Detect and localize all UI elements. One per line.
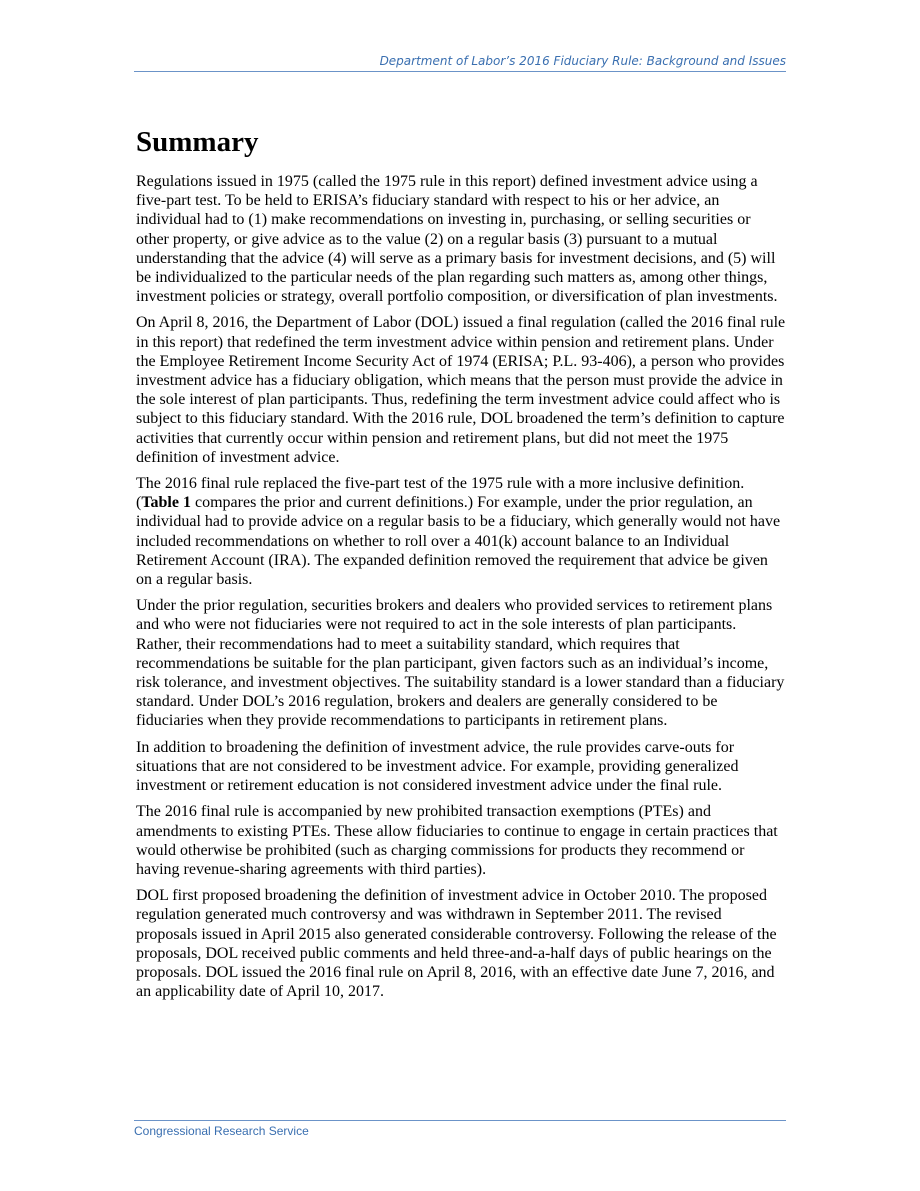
table-1-reference: Table 1: [141, 494, 191, 512]
page-footer: Congressional Research Service: [134, 1120, 786, 1138]
paragraph-history: DOL first proposed broadening the definition of investment advice in October 2010. The proposed regulation generated much controversy and was withdrawn in September 2011. The revised proposals issued in April 2015 also generated considerable controversy. Following the release of the proposals, DOL received public comments and held three-and-a-half days of public hearings on the proposals. DOL issued the 2016 final rule on April 8, 2016, with an effective date June 7, 2016, and an applicability date of April 10, 2017.: [136, 887, 777, 1001]
paragraph-carve-outs: In addition to broadening the definition of investment advice, the rule provides carve-outs for situations that are not considered to be investment advice. For example, providing generalized investment or retirement education is not considered investment advice under the final rule.: [136, 738, 739, 795]
paragraph-text: compares the prior and current definitions.) For example, under the prior regulation, an individual had to provide advice on a regular basis to be a fiduciary, which generally would not have included recommendations on whether to roll over a 401(k) account balance to an Individual Retirement Account (IRA). The expanded definition removed the requirement that advice be given on a regular basis.: [136, 494, 781, 589]
paragraph-brokers-dealers: Under the prior regulation, securities brokers and dealers who provided services to retirement plans and who were not fiduciaries were not required to act in the sole interests of plan participants. Rather, their recommendations had to meet a suitability standard, which requires that recommendations be suitable for the plan participant, given factors such as an individual’s income, risk tolerance, and investment objectives. The suitability standard is a lower standard than a fiduciary standard. Under DOL’s 2016 regulation, brokers and dealers are generally considered to be fiduciaries when they provide recommendations to participants in retirement plans.: [136, 597, 785, 730]
paragraph-five-part-test: [136, 474, 786, 589]
paragraph-2016-final-rule: On April 8, 2016, the Department of Labor (DOL) issued a final regulation (called the 2016 final rule in this report) that redefined the term investment advice within pension and retirement plans. Under the Employee Retirement Income Security Act of 1974 (ERISA; P.L. 93-406), a person who provides investment advice has a fiduciary obligation, which means that the person must provide the advice in the sole interest of plan participants. Thus, redefining the term investment advice could affect who is subject to this fiduciary standard. With the 2016 rule, DOL broadened the term’s definition to capture activities that currently occur within pension and retirement plans, but did not meet the 1975 definition of investment advice.: [136, 314, 786, 466]
paragraph-ptes: The 2016 final rule is accompanied by new prohibited transaction exemptions (PTEs) and amendments to existing PTEs. These allow fiduciaries to continue to engage in certain practices that would otherwise be prohibited (such as charging commissions for products they recommend or having revenue-sharing agreements with third parties).: [136, 803, 778, 878]
running-header: Department of Labor’s 2016 Fiduciary Rule: Background and Issues: [134, 54, 786, 72]
section-heading: Summary: [136, 126, 259, 158]
paragraph-text: The 2016 final rule replaced the five-part test of the 1975 rule with a more inclusive definition. (: [136, 475, 745, 512]
summary-section: [136, 124, 786, 1008]
paragraph-1975-rule: Regulations issued in 1975 (called the 1975 rule in this report) defined investment advice using a five-part test. To be held to ERISA’s fiduciary standard with respect to his or her advice, an individual had to (1) make recommendations on investing in, purchasing, or selling securities or other property, or give advice as to the value (2) on a regular basis (3) pursuant to a mutual understanding that the advice (4) will serve as a primary basis for investment decisions, and (5) will be individualized to the particular needs of the plan regarding such matters as, among other things, investment policies or strategy, overall portfolio composition, or diversification of plan investments.: [136, 173, 778, 306]
